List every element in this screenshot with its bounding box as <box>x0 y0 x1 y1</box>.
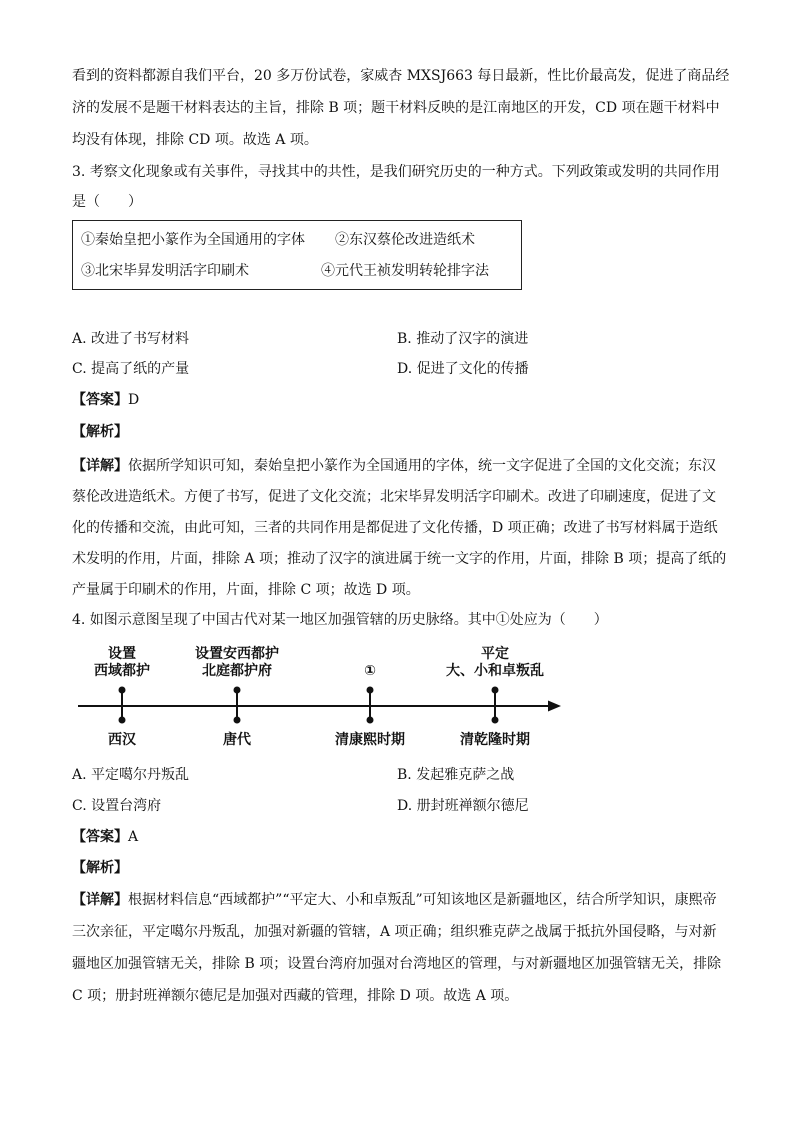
timeline-period-3: 清康熙时期 <box>335 732 405 748</box>
timeline-event-4-bottom: 大、小和卓叛乱 <box>446 663 544 679</box>
q3-box-item-1: ①秦始皇把小篆作为全国通用的字体 <box>81 232 305 248</box>
timeline-event-1-top: 设置 <box>108 646 136 662</box>
q4-detail-line-2: 三次亲征，平定噶尔丹叛乱，加强对新疆的管辖，A 项正确；组织雅克萨之战属于抵抗外国侵略，与对新 <box>72 924 717 940</box>
q3-option-c: C. 提高了纸的产量 <box>72 361 190 377</box>
intro-line-1: 看到的资料都源自我们平台，20 多万份试卷，家威杏 MXSJ663 每日最新，性比价最高发，促进了商品经 <box>72 68 730 84</box>
q3-option-d: D. 促进了文化的传播 <box>397 361 529 377</box>
q4-detail-line-3: 疆地区加强管辖无关，排除 B 项；设置台湾府加强对台湾地区的管理，与对新疆地区加强管辖无关，排除 <box>72 956 722 972</box>
q3-analysis-label: 【解析】 <box>72 424 128 440</box>
timeline-period-2: 唐代 <box>223 732 251 748</box>
q4-answer-label: 【答案】 <box>72 829 128 845</box>
q3-detail-line-2: 蔡伦改进造纸术。方便了书写，促进了文化交流；北宋毕昇发明活字印刷术。改进了印刷速度，促进了文 <box>72 489 716 505</box>
timeline-event-2-top: 设置安西都护 <box>195 646 279 662</box>
timeline-period-1: 西汉 <box>108 732 136 748</box>
timeline-event-3-marker: ① <box>364 663 376 679</box>
q3-answer-value: D <box>128 392 140 408</box>
q4-answer-value: A <box>128 829 139 845</box>
q3-stem-line-1: 3. 考察文化现象或有关事件，寻找其中的共性，是我们研究历史的一种方式。下列政策或发明的共同作用 <box>72 164 720 180</box>
timeline-period-4: 清乾隆时期 <box>460 732 530 748</box>
q3-answer-label: 【答案】 <box>72 392 128 408</box>
timeline-event-4-top: 平定 <box>481 646 509 662</box>
q3-detail-line-5: 产量属于印刷术的作用，片面，排除 C 项；故选 D 项。 <box>72 582 420 598</box>
q3-detail-line-4: 术发明的作用，片面，排除 A 项；推动了汉字的演进属于统一文字的作用，片面，排除 B 项；提高了纸的 <box>72 551 727 567</box>
q3-box-item-2: ②东汉蔡伦改进造纸术 <box>335 232 475 248</box>
q4-answer <box>72 827 138 847</box>
q4-analysis-label: 【解析】 <box>72 860 128 876</box>
timeline-event-2-bottom: 北庭都护府 <box>202 663 272 679</box>
q3-option-b: B. 推动了汉字的演进 <box>397 331 529 347</box>
q4-option-a: A. 平定噶尔丹叛乱 <box>72 767 190 783</box>
q3-detail-label: 【详解】 <box>72 458 128 474</box>
timeline-arrow-icon <box>548 701 561 712</box>
q3-detail-line-3: 化的传播和交流，由此可知，三者的共同作用是都促进了文化传播，D 项正确；改进了书写材料属于造纸 <box>72 520 718 536</box>
q4-stem: 4. 如图示意图呈现了中国古代对某一地区加强管辖的历史脉络。其中①处应为（ ） <box>72 612 608 628</box>
q4-detail-label: 【详解】 <box>72 892 128 908</box>
q4-detail-line-4: C 项；册封班禅额尔德尼是加强对西藏的管理，排除 D 项。故选 A 项。 <box>72 988 519 1004</box>
timeline-event-1-bottom: 西域都护 <box>94 663 150 679</box>
q4-option-d: D. 册封班禅额尔德尼 <box>397 798 529 814</box>
q4-detail-text-1: 根据材料信息“西域都护”“平定大、小和卓叛乱”可知该地区是新疆地区，结合所学知识，康熙帝 <box>128 892 717 908</box>
intro-line-2: 济的发展不是题干材料表达的主旨，排除 B 项；题干材料反映的是江南地区的开发，CD 项在题干材料中 <box>72 100 720 116</box>
q3-detail-text-1: 依据所学知识可知，秦始皇把小篆作为全国通用的字体，统一文字促进了全国的文化交流；东汉 <box>128 458 716 474</box>
q3-option-a: A. 改进了书写材料 <box>72 331 190 347</box>
q3-box-item-4: ④元代王祯发明转轮排字法 <box>321 263 489 279</box>
q3-stem-line-2: 是（ ） <box>72 194 142 210</box>
q3-box-item-3: ③北宋毕昇发明活字印刷术 <box>81 263 249 279</box>
intro-line-3: 均没有体现，排除 CD 项。故选 A 项。 <box>72 132 318 148</box>
q4-option-c: C. 设置台湾府 <box>72 798 162 814</box>
q4-option-b: B. 发起雅克萨之战 <box>397 767 515 783</box>
q4-detail-line-1 <box>72 884 724 916</box>
